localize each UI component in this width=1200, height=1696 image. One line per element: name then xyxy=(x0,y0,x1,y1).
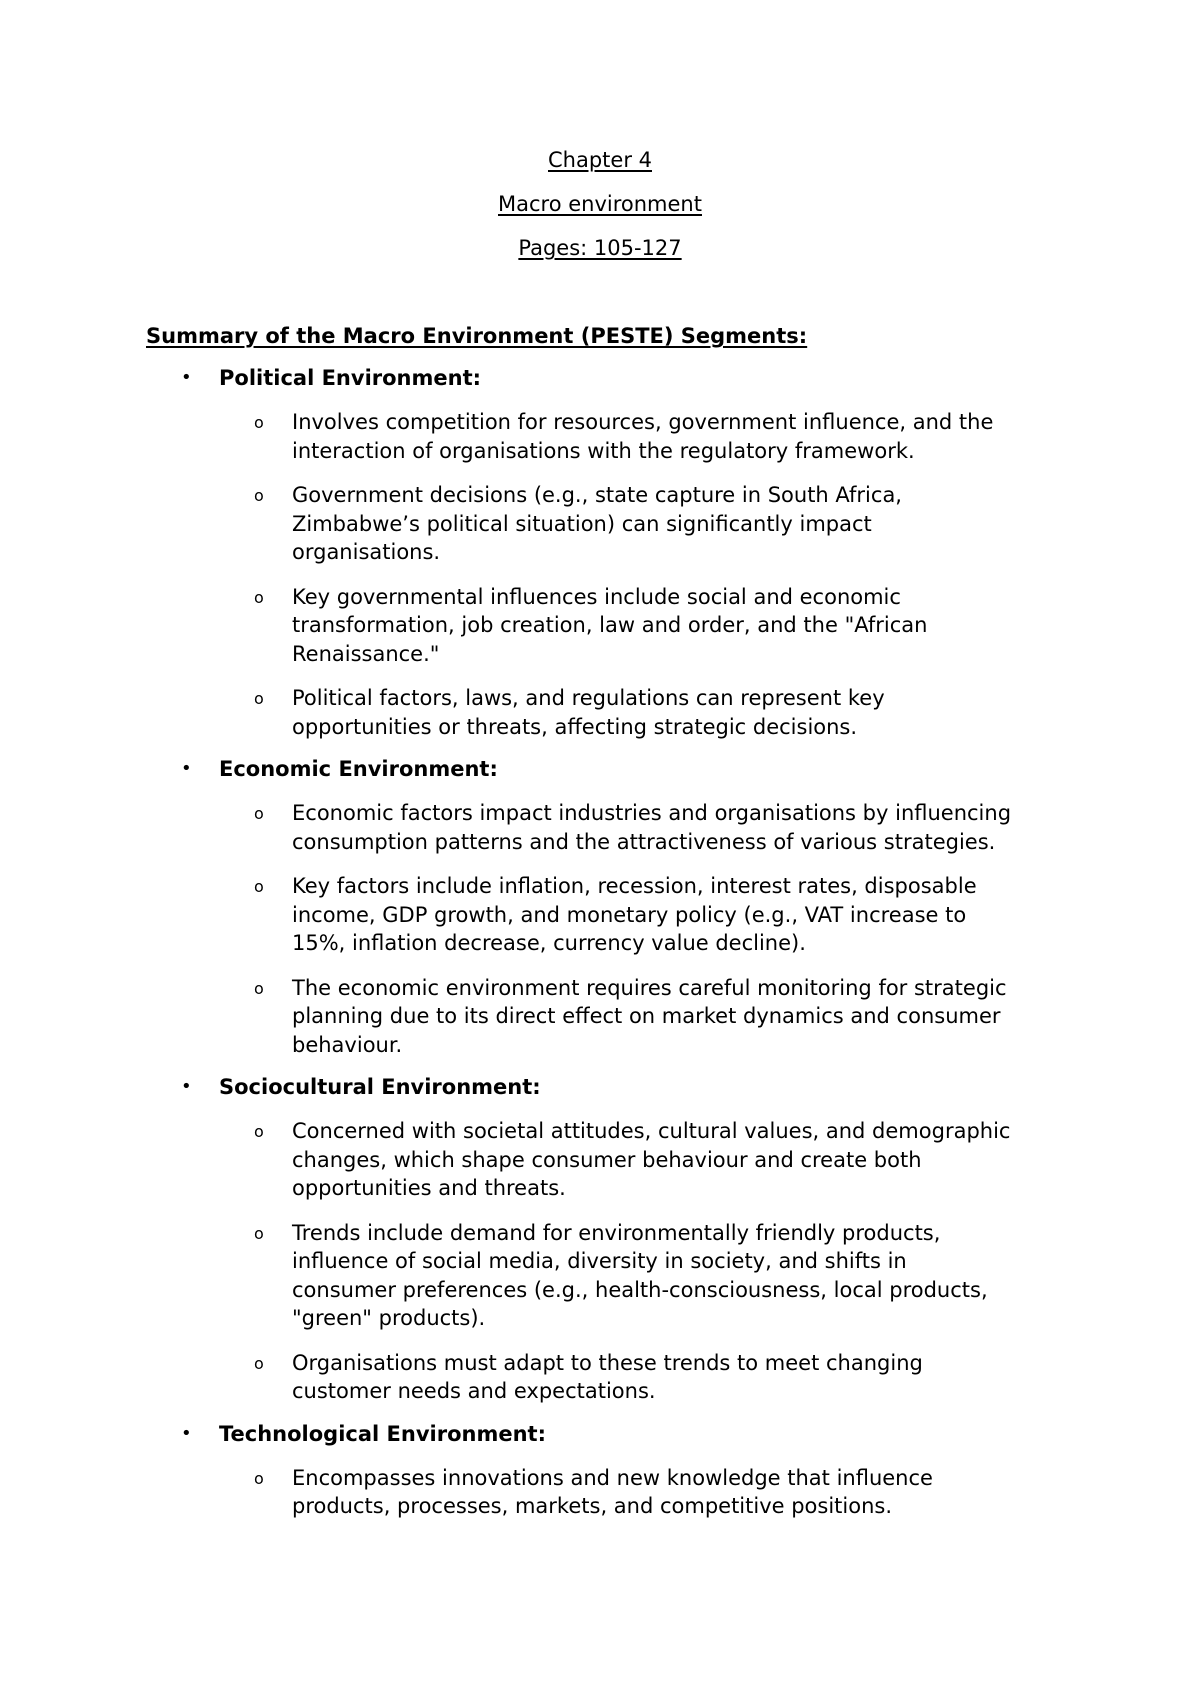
chapter-subject: Macro environment xyxy=(498,192,702,216)
section-header xyxy=(0,755,1200,783)
list-item xyxy=(0,684,1200,741)
sub-bullet-icon: o xyxy=(254,587,264,607)
sub-bullet-icon: o xyxy=(254,1122,264,1141)
sub-bullet-icon: o xyxy=(254,804,264,823)
list-item xyxy=(0,481,1200,567)
list-item xyxy=(0,872,1200,958)
sub-list xyxy=(0,1464,1200,1521)
list-item-text: Involves competition for resources, government influence, and the interaction of organisations with the regulatory framework. xyxy=(292,410,994,463)
list-item-text: Political factors, laws, and regulations can represent key opportunities or threats, affecting strategic decisions. xyxy=(292,686,885,739)
list-item xyxy=(0,974,1200,1060)
list-item xyxy=(0,408,1200,465)
chapter-title: Chapter 4 xyxy=(548,148,652,172)
section-political xyxy=(0,364,1200,741)
section-title: Political Environment: xyxy=(219,366,482,390)
section-title: Sociocultural Environment: xyxy=(219,1075,541,1099)
list-item xyxy=(0,799,1200,856)
list-item xyxy=(0,583,1200,669)
list-item-text: The economic environment requires careful monitoring for strategic planning due to its direct effect on market dynamics and consumer behaviour. xyxy=(292,975,1007,1057)
list-item-text: Government decisions (e.g., state capture in South Africa, Zimbabwe’s political situation) can significantly impact organisations. xyxy=(292,483,902,564)
sub-list xyxy=(0,799,1200,1059)
sub-bullet-icon: o xyxy=(254,978,264,998)
section-header xyxy=(0,364,1200,392)
list-item-text: Key factors include inflation, recession, interest rates, disposable income, GDP growth, and monetary policy (e.g., VAT increase to 15%, inflation decrease, currency value decline). xyxy=(292,874,977,955)
sub-list xyxy=(0,1117,1200,1406)
sub-bullet-icon: o xyxy=(254,877,264,896)
page-range: Pages: 105-127 xyxy=(518,236,682,260)
list-item-text: Organisations must adapt to these trends to meet changing customer needs and expectations. xyxy=(292,1350,923,1403)
section-technological xyxy=(0,1420,1200,1521)
section-header xyxy=(0,1073,1200,1101)
list-item xyxy=(0,1219,1200,1333)
section-sociocultural xyxy=(0,1073,1200,1406)
list-item xyxy=(0,1117,1200,1203)
section-title: Economic Environment: xyxy=(219,757,498,781)
summary-heading: Summary of the Macro Environment (PESTE) Segments: xyxy=(146,324,808,348)
sub-bullet-icon: o xyxy=(254,1353,264,1373)
list-item-text: Concerned with societal attitudes, cultural values, and demographic changes, which shape consumer behaviour and create both opportunities and threats. xyxy=(292,1119,1011,1200)
list-item-text: Key governmental influences include social and economic transformation, job creation, law and order, and the "African Renaissance." xyxy=(292,584,928,666)
sub-bullet-icon: o xyxy=(254,689,264,708)
bullet-icon: • xyxy=(181,1076,192,1097)
bullet-icon: • xyxy=(181,1422,192,1444)
sub-list xyxy=(0,408,1200,741)
bullet-icon: • xyxy=(181,758,192,779)
section-economic xyxy=(0,755,1200,1059)
section-title: Technological Environment: xyxy=(219,1421,546,1446)
section-header xyxy=(0,1420,1200,1448)
list-item-text: Encompasses innovations and new knowledge that influence products, processes, markets, and competitive positions. xyxy=(292,1465,933,1518)
list-item-text: Economic factors impact industries and organisations by influencing consumption patterns and the attractiveness of various strategies. xyxy=(292,801,1012,854)
sub-bullet-icon: o xyxy=(254,1223,264,1243)
sub-bullet-icon: o xyxy=(254,1468,264,1488)
sub-bullet-icon: o xyxy=(254,486,264,505)
peste-sections xyxy=(0,364,1200,1521)
list-item-text: Trends include demand for environmentally friendly products, influence of social media, diversity in society, and shifts in consumer preferences (e.g., health-consciousness, local products, "green" products). xyxy=(292,1220,988,1330)
bullet-icon: • xyxy=(181,367,192,388)
sub-bullet-icon: o xyxy=(254,413,264,432)
list-item xyxy=(0,1349,1200,1406)
list-item xyxy=(0,1464,1200,1521)
